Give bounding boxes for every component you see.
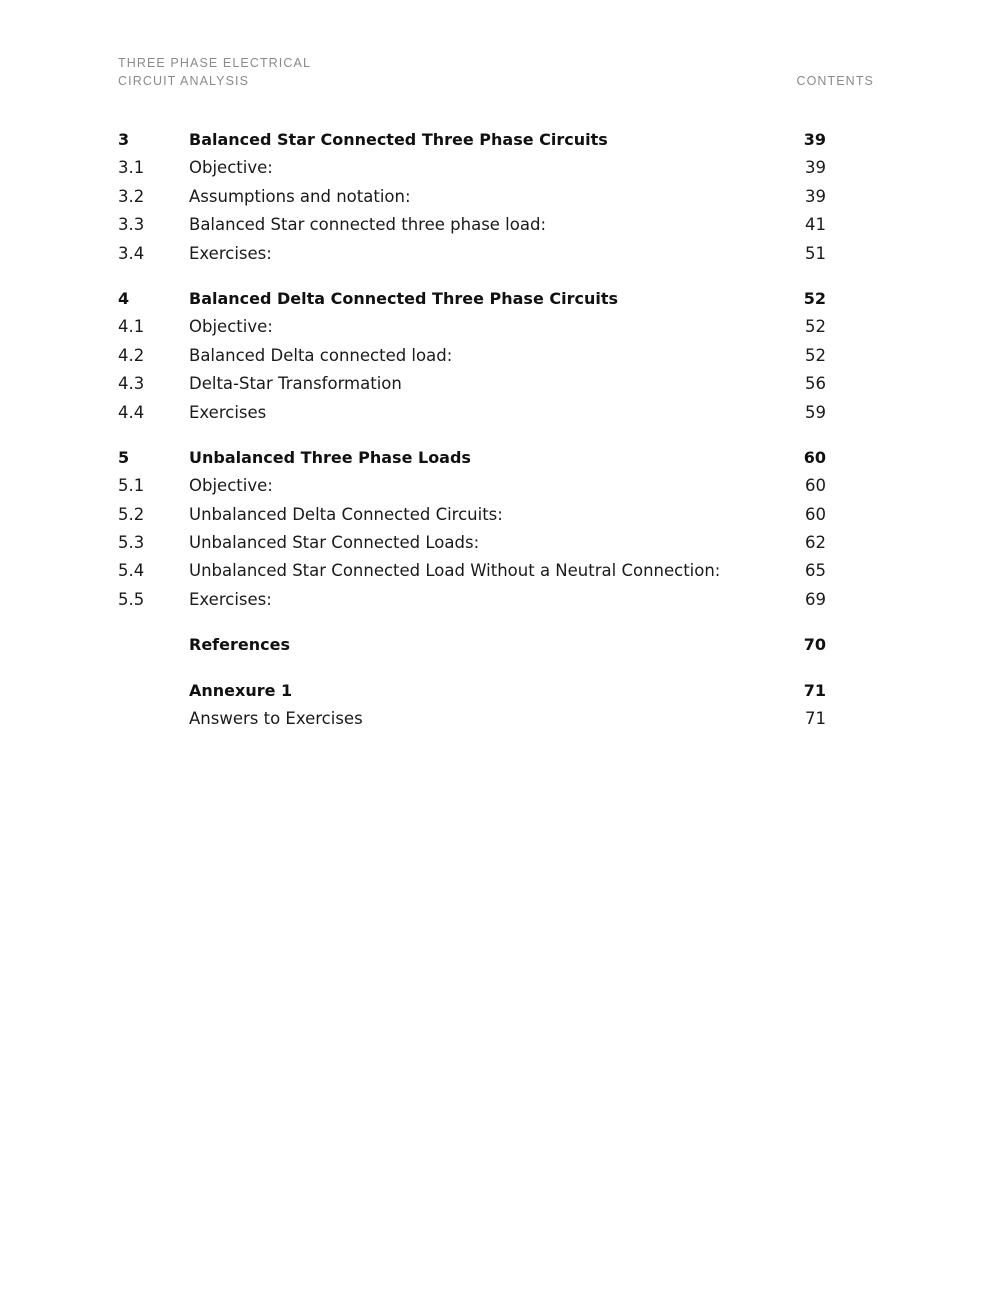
toc-chapter [118, 126, 828, 268]
toc-chapter [118, 631, 828, 659]
toc-title: Exercises [189, 402, 267, 422]
toc-page-number: 71 [805, 709, 826, 729]
toc-page-number: 65 [805, 561, 826, 581]
toc-chapter-heading[interactable] [118, 126, 828, 154]
toc-number: 4.2 [118, 345, 145, 365]
toc-entry[interactable] [118, 342, 828, 370]
toc-entry[interactable] [118, 240, 828, 268]
toc-title: Balanced Delta Connected Three Phase Circuits [189, 288, 619, 308]
toc-entry[interactable] [118, 183, 828, 211]
table-of-contents [118, 126, 828, 750]
toc-page-number: 60 [805, 504, 826, 524]
toc-chapter-heading[interactable] [118, 444, 828, 472]
toc-title: Exercises: [189, 589, 272, 609]
running-head-line-2: CIRCUIT ANALYSIS [118, 74, 250, 88]
running-head [118, 54, 311, 90]
toc-title: Unbalanced Star Connected Load Without a Neutral Connection: [189, 561, 721, 581]
toc-page-number: 39 [805, 186, 826, 206]
section-label: CONTENTS [796, 74, 874, 88]
toc-title: Balanced Delta connected load: [189, 345, 453, 365]
toc-title: Annexure 1 [189, 680, 293, 700]
toc-title: Unbalanced Three Phase Loads [189, 447, 471, 467]
toc-number: 5.2 [118, 504, 145, 524]
toc-chapter-heading[interactable] [118, 631, 828, 659]
toc-number: 5.1 [118, 476, 145, 496]
running-head-line-1: THREE PHASE ELECTRICAL [118, 56, 311, 70]
toc-number: 3.3 [118, 215, 145, 235]
toc-page-number: 59 [805, 402, 826, 422]
toc-page-number: 60 [805, 476, 826, 496]
toc-title: Objective: [189, 317, 273, 337]
toc-title: Delta-Star Transformation [189, 374, 402, 394]
toc-entry[interactable] [118, 557, 828, 585]
toc-title: Unbalanced Delta Connected Circuits: [189, 504, 503, 524]
toc-entry[interactable] [118, 501, 828, 529]
toc-entry[interactable] [118, 472, 828, 500]
toc-title: Objective: [189, 476, 273, 496]
toc-number: 5.5 [118, 589, 145, 609]
toc-number: 4 [118, 288, 130, 308]
toc-entry[interactable] [118, 211, 828, 239]
toc-page-number: 41 [805, 215, 826, 235]
toc-page-number: 39 [805, 158, 826, 178]
toc-title: Balanced Star connected three phase load: [189, 215, 547, 235]
toc-page-number: 71 [803, 680, 826, 700]
toc-chapter-heading[interactable] [118, 677, 828, 705]
toc-entry[interactable] [118, 313, 828, 341]
toc-page-number: 39 [803, 130, 826, 149]
toc-page-number: 52 [805, 317, 826, 337]
toc-number: 5.3 [118, 533, 145, 553]
toc-number: 5.4 [118, 561, 145, 581]
toc-entry[interactable] [118, 705, 828, 733]
toc-entry[interactable] [118, 370, 828, 398]
toc-page-number: 62 [805, 533, 826, 553]
toc-chapter [118, 677, 828, 734]
toc-title: Assumptions and notation: [189, 186, 411, 206]
toc-entry[interactable] [118, 399, 828, 427]
toc-page-number: 52 [805, 345, 826, 365]
toc-number: 3 [118, 130, 130, 149]
toc-number: 3.4 [118, 243, 145, 263]
toc-chapter-heading[interactable] [118, 285, 828, 313]
toc-page-number: 69 [805, 589, 826, 609]
toc-entry[interactable] [118, 529, 828, 557]
toc-title: Unbalanced Star Connected Loads: [189, 533, 480, 553]
toc-number: 4.4 [118, 402, 145, 422]
toc-entry[interactable] [118, 586, 828, 614]
toc-page-number: 51 [805, 243, 826, 263]
toc-page-number: 70 [803, 635, 826, 655]
toc-number: 4.1 [118, 317, 145, 337]
toc-title: References [189, 635, 290, 655]
toc-number: 5 [118, 447, 130, 467]
toc-number: 3.1 [118, 158, 145, 178]
toc-chapter [118, 444, 828, 614]
toc-entry[interactable] [118, 154, 828, 182]
toc-chapter [118, 285, 828, 427]
toc-title: Balanced Star Connected Three Phase Circuits [189, 130, 608, 149]
toc-number: 4.3 [118, 374, 145, 394]
toc-page-number: 56 [805, 374, 826, 394]
toc-number: 3.2 [118, 186, 145, 206]
toc-page-number: 52 [803, 288, 826, 308]
toc-title: Answers to Exercises [189, 709, 363, 729]
toc-page-number: 60 [803, 447, 826, 467]
toc-title: Exercises: [189, 243, 272, 263]
toc-title: Objective: [189, 158, 273, 178]
